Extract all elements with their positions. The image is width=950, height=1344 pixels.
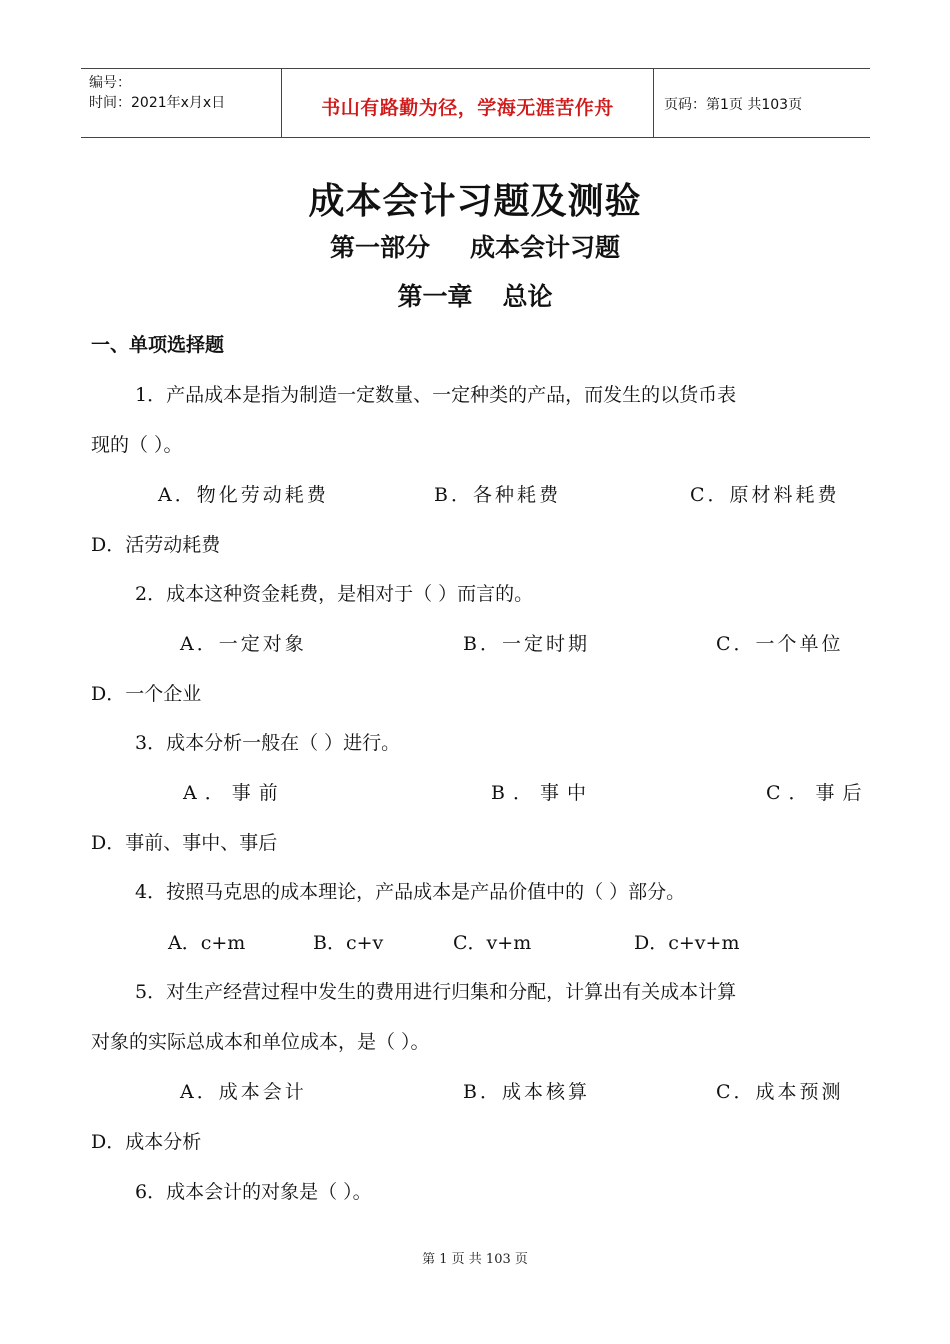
chapter-heading [0, 277, 950, 313]
part-number: 第一部分 [329, 233, 430, 262]
header-page-info: 页码：第1页 共103页 [664, 97, 803, 113]
question-3-option-b: B．事中 [491, 782, 594, 804]
part-name: 成本会计习题 [470, 233, 621, 262]
question-3-option-d: D．事前、事中、事后 [91, 832, 278, 854]
question-4-option-c: C．v+m [453, 932, 532, 954]
question-3-option-a: A．事前 [183, 782, 286, 804]
question-2-option-a: A．一定对象 [180, 633, 307, 655]
question-5-text-cont: 对象的实际总成本和单位成本，是（ ）。 [91, 1031, 430, 1053]
header-meta [81, 69, 281, 137]
question-2-option-c: C．一个单位 [716, 633, 844, 655]
question-1-option-c: C．原材料耗费 [690, 484, 840, 506]
page-footer: 第 1 页 共 103 页 [422, 1252, 528, 1267]
number-label: 编号： [89, 75, 131, 91]
page-header [81, 68, 870, 138]
question-5-text: 5．对生产经营过程中发生的费用进行归集和分配，计算出有关成本计算 [135, 981, 737, 1003]
time-label: 时间：2021年x月x日 [89, 95, 226, 111]
question-2-option-d: D．一个企业 [91, 683, 202, 705]
question-1-text: 1．产品成本是指为制造一定数量、一定种类的产品，而发生的以货币表 [135, 384, 737, 406]
document-title: 成本会计习题及测验 [308, 181, 642, 222]
question-5-option-c: C．成本预测 [716, 1081, 844, 1103]
header-motto: 书山有路勤为径，学海无涯苦作舟 [281, 69, 654, 137]
question-4-option-b: B．c+v [313, 932, 384, 954]
chapter-name: 总论 [502, 282, 553, 311]
part-heading [0, 228, 950, 264]
question-1-option-a: A．物化劳动耗费 [158, 484, 329, 506]
question-4-text: 4．按照马克思的成本理论，产品成本是产品价值中的（ ）部分。 [135, 881, 686, 903]
question-5-option-a: A．成本会计 [180, 1081, 307, 1103]
question-4-option-a: A．c+m [168, 932, 246, 954]
question-1-text-cont: 现的（ ）。 [91, 434, 183, 456]
question-5-option-d: D．成本分析 [91, 1131, 202, 1153]
question-1-option-b: B．各种耗费 [434, 484, 561, 506]
section-heading: 一、单项选择题 [91, 334, 225, 356]
question-3-text: 3．成本分析一般在（ ）进行。 [135, 732, 401, 754]
chapter-number: 第一章 [397, 282, 473, 311]
question-6-text: 6．成本会计的对象是（ ）。 [135, 1181, 372, 1203]
question-3-option-c: C．事后 [766, 782, 870, 804]
question-2-text: 2．成本这种资金耗费，是相对于（ ）而言的。 [135, 583, 534, 605]
question-5-option-b: B．成本核算 [463, 1081, 590, 1103]
question-2-option-b: B．一定时期 [463, 633, 590, 655]
question-1-option-d: D．活劳动耗费 [91, 534, 221, 556]
question-4-option-d: D．c+v+m [634, 932, 740, 954]
